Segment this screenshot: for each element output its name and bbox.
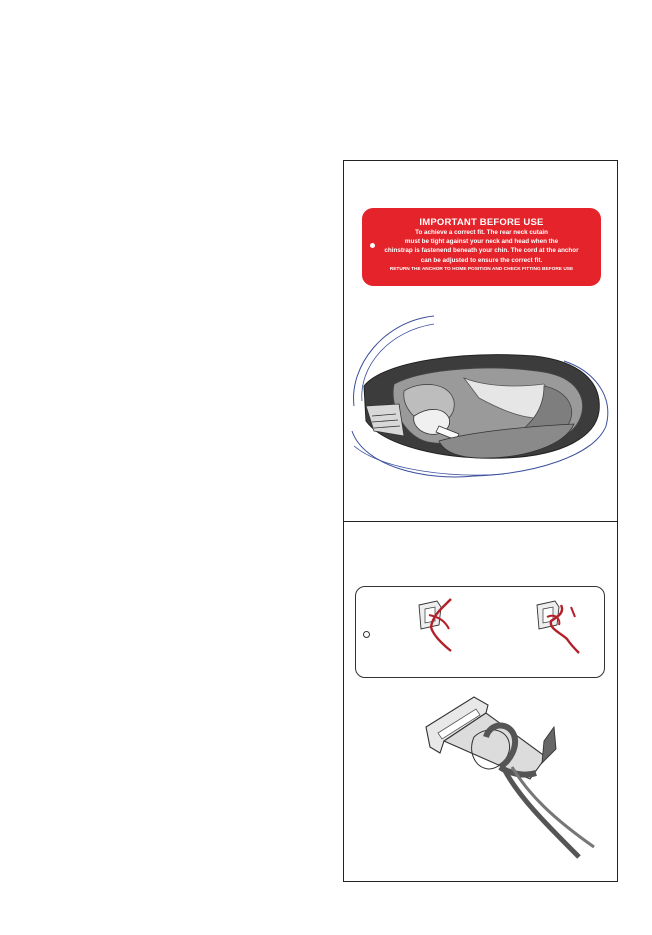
important-before-use-tag bbox=[362, 208, 601, 286]
anchor-cord-diagram-icon bbox=[531, 595, 591, 655]
helmet-instructions-panel bbox=[343, 160, 618, 522]
helmet-interior-icon bbox=[344, 306, 619, 506]
anchor-diagram-tag bbox=[355, 586, 605, 678]
tag-hole bbox=[370, 243, 375, 248]
tag-hole bbox=[363, 631, 370, 638]
anchor-cord-diagram-icon bbox=[411, 595, 471, 655]
tag-line: can be adjusted to ensure the correct fit. bbox=[420, 256, 543, 264]
tag-line: To achieve a correct fit. The rear neck cutain bbox=[415, 229, 548, 236]
anchor-adjustment-panel bbox=[343, 521, 618, 882]
tag-footer: RETURN THE ANCHOR TO HOME POSITION AND CHECK FITTING BEFORE USE bbox=[389, 266, 574, 272]
tag-line: must be tight against your neck and head when the bbox=[404, 238, 559, 246]
tag-title: IMPORTANT BEFORE USE bbox=[419, 217, 544, 228]
anchor-cord-closeup-icon bbox=[404, 697, 604, 867]
tag-line: chinstrap is fastenend beneath your chin. The cord at the anchor bbox=[384, 247, 579, 255]
